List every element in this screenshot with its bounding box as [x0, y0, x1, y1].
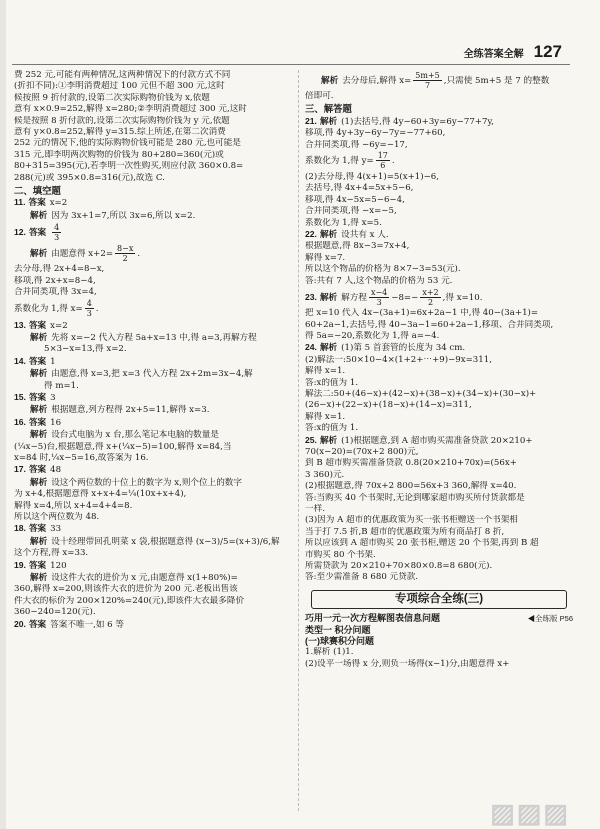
- question-number: 13.: [14, 319, 26, 330]
- text-line: [305, 287, 573, 308]
- line-text: 360,解得 x=200,则该件大衣的进价为 200 元.老板出售该: [14, 584, 238, 595]
- text-line: [14, 243, 294, 264]
- analysis-label: 解析: [30, 209, 48, 220]
- column-divider: [298, 70, 299, 811]
- special-subtitle: 巧用一元一次方程解图表信息问题: [305, 613, 441, 624]
- line-text: 先将 x=−2 代入方程 5a+x=13 中,得 a=3,再解方程: [51, 332, 257, 343]
- page-header: [463, 42, 562, 61]
- line-text: 市购买 80 个书架.: [305, 549, 376, 560]
- fraction: [115, 244, 135, 263]
- line-text: (3)因为 A 超市的优惠政策为买一张书柜赠送一个书架相: [305, 515, 518, 526]
- text-line: [305, 378, 573, 389]
- question-number: 19.: [14, 559, 26, 570]
- text-line: [14, 70, 294, 81]
- analysis-label: 解析: [319, 229, 338, 240]
- text-line: [305, 342, 573, 354]
- text-line: [14, 477, 294, 489]
- fraction-numerator: 8−x: [117, 244, 134, 254]
- text-line: [305, 206, 573, 217]
- line-text: 系数化为 1,得 x=5.: [305, 217, 382, 228]
- line-text: 5×3−x=13,得 x=2.: [44, 344, 127, 355]
- question-number: 15.: [14, 391, 26, 402]
- fraction: [52, 223, 61, 242]
- line-text: 意有 x×0.9=252,解得 x=280;②李明消费超过 300 元,这时: [14, 104, 247, 115]
- line-text: 合并同类项,得 −x=−5,: [305, 206, 397, 217]
- text-line: [14, 501, 294, 512]
- line-text: 系数化为 1,得 x=: [14, 303, 83, 314]
- line-text: 所需贷款为 20×210+70×80×0.8=8 680(元).: [305, 561, 493, 572]
- page-edge: [0, 0, 6, 829]
- part-heading: (一)球赛积分问题: [305, 636, 374, 647]
- text-line: [14, 93, 294, 104]
- text-line: [305, 527, 573, 538]
- line-text: 所以应该到 A 超市购买 20 张书柜,赠送 20 个书架,再到 B 超: [305, 538, 539, 549]
- analysis-label: 解析: [319, 292, 338, 303]
- line-text: (26−x)+(22−x)+(18−x)+(14−x)=311,: [305, 400, 472, 411]
- line-text: 根据题意,得 8x−3=7x+4,: [305, 241, 410, 252]
- line-text: (2)解法一:50×10−4×(1+2+⋯+9)−9x=311,: [305, 354, 492, 365]
- text-line: [14, 368, 294, 380]
- answer-label: 答案: [28, 319, 47, 330]
- text-line: [305, 481, 573, 492]
- line-text: 120: [50, 560, 67, 571]
- text-line: [305, 366, 573, 377]
- line-text: 80+315=395(元),若李明一次性购买,则应付款 360×0.8=: [14, 161, 244, 172]
- text-line: [14, 489, 294, 500]
- text-line: [305, 128, 573, 139]
- section-heading: 二、填空题: [14, 185, 61, 197]
- text-line: [305, 331, 573, 342]
- text-line: [305, 195, 573, 206]
- text-line: [14, 464, 294, 476]
- header-rule: [12, 64, 570, 65]
- question-number: 22.: [305, 229, 317, 240]
- line-text: 移项,得 4x−5x=5−6−4,: [305, 194, 405, 205]
- line-text-after: .: [137, 249, 141, 260]
- line-text: 所以这个物品的价格为 8×7−3=53(元).: [305, 264, 461, 275]
- line-text: 所以这个两位数为 48.: [14, 512, 100, 522]
- line-text: 件大衣的标价为 200×120%=240(元),即该件大衣最多降价: [14, 595, 245, 606]
- fraction-denominator: 7: [424, 81, 431, 90]
- line-text-after: ,得 x=10.: [442, 293, 483, 304]
- line-text: 把 x=10 代入 4x−(3a+1)=6x+2a−1 中,得 40−(3a+1)=: [305, 308, 539, 319]
- text-line: [305, 423, 573, 434]
- question-number: 23.: [305, 292, 317, 303]
- text-line: [305, 515, 573, 526]
- text-line: [14, 536, 294, 548]
- line-text: 得 5a=−20,系数化为 1,得 a=−4.: [305, 330, 440, 341]
- line-text: 得 m=1.: [44, 380, 79, 391]
- text-line: [305, 389, 573, 400]
- analysis-label: 解析: [319, 342, 338, 353]
- text-line: [14, 320, 294, 332]
- text-line: [305, 229, 573, 241]
- line-text: 合并同类项,得 −6y=−17,: [305, 139, 408, 150]
- line-text: 移项,得 4y+3y−6y−7y=−77+60,: [305, 128, 446, 139]
- fraction: [85, 299, 94, 318]
- line-text: 解得 x=7.: [305, 252, 346, 263]
- text-line: [305, 218, 573, 229]
- line-text: 移项,得 2x+x=8−4,: [14, 275, 96, 286]
- text-line: [305, 550, 573, 561]
- line-text: 解得 x=1.: [305, 411, 346, 422]
- line-text: (1)去括号,得 4y−60+3y=6y−77+7y,: [341, 116, 494, 127]
- text-line: [305, 172, 573, 183]
- line-text: 解得 x=4,所以 x+4=4+4=8.: [14, 500, 133, 511]
- fraction: [376, 151, 390, 170]
- text-line: [14, 429, 294, 441]
- line-text: 设这件大衣的进价为 x 元,由题意得 x(1+80%)=: [51, 573, 238, 584]
- line-text: 答:至少需准备 8 680 元贷款.: [305, 572, 419, 583]
- special-subtitle-row: [305, 613, 573, 624]
- fraction-numerator: 4: [54, 223, 60, 233]
- special-section-title: 专项综合全练(三): [311, 590, 567, 609]
- text-line: [14, 572, 294, 584]
- line-text-after: .: [391, 156, 395, 167]
- text-line: [305, 458, 573, 469]
- question-number: 18.: [14, 523, 26, 534]
- answer-label: 答案: [28, 416, 47, 427]
- fraction-numerator: 5m+5: [415, 71, 440, 80]
- line-text: (1)第 5 首套管的长度为 34 cm.: [341, 343, 466, 354]
- line-text: 315 元,即李明两次购物的价钱为 80+280=360(元)或: [14, 149, 224, 160]
- question-number: 20.: [14, 618, 26, 629]
- question-number: 24.: [305, 342, 317, 353]
- type-heading: 类型一 积分问题: [305, 624, 371, 635]
- line-text: 设台式电脑为 x 台,那么笔记本电脑的数量是: [51, 430, 219, 441]
- fraction-denominator: 3: [54, 233, 60, 243]
- answer-label: 答案: [28, 197, 46, 208]
- analysis-label: 解析: [30, 476, 48, 487]
- text-line: [14, 381, 294, 392]
- fraction-numerator: x+2: [422, 288, 439, 298]
- line-text: (2)根据题意,得 70x+2 800=56x+3 360,解得 x=40.: [305, 481, 517, 492]
- line-text: 系数化为 1,得 y=: [305, 156, 374, 167]
- line-text: 288(元)或 395×0.8=316(元),故选 C.: [14, 172, 165, 183]
- text-line: [305, 538, 573, 549]
- line-text: 设这个两位数的十位上的数字为 x,则个位上的数字: [51, 477, 242, 488]
- text-line: [14, 523, 294, 535]
- page-number: 127: [533, 42, 562, 61]
- watermark-logo: ▨▨▨: [490, 797, 570, 828]
- line-text: 解法二:50+(46−x)+(42−x)+(38−x)+(34−x)+(30−x)+: [305, 388, 537, 399]
- text-line: [305, 151, 573, 172]
- fraction-denominator: 6: [380, 161, 386, 171]
- text-line: [305, 308, 573, 319]
- line-text: 合并同类项,得 3x=4,: [14, 287, 97, 298]
- fraction: [413, 71, 441, 90]
- text-line: [14, 512, 294, 523]
- answer-label: 答案: [28, 523, 47, 534]
- text-line: [305, 253, 573, 264]
- text-line: [14, 81, 294, 92]
- fraction-denominator: 2: [427, 298, 434, 308]
- fraction-denominator: 3: [86, 308, 92, 318]
- question-number: 12.: [14, 227, 26, 238]
- analysis-label: 解析: [30, 368, 48, 379]
- line-text: (1)根据题意,到 A 超市购买需准备贷款 20×210+: [341, 435, 533, 446]
- line-text: x=2: [50, 320, 68, 331]
- fraction-denominator: 3: [376, 298, 382, 308]
- analysis-label: 解析: [321, 75, 339, 85]
- line-text: 答:当购买 40 个书架时,无论到哪家超市购买所付货款都是: [305, 492, 525, 503]
- text-line: [305, 572, 573, 583]
- line-text: 根据题意,列方程得 2x+5=11,解得 x=3.: [51, 405, 210, 416]
- text-line: [14, 161, 294, 172]
- line-text: 解方程: [341, 293, 367, 304]
- answer-label: 答案: [28, 391, 47, 402]
- section-heading: 三、解答题: [305, 103, 352, 115]
- question-number: 14.: [14, 355, 26, 366]
- fraction: [420, 288, 440, 307]
- line-text: 由题意得 x+2=: [51, 249, 114, 260]
- text-line: [305, 400, 573, 411]
- line-text: 答:x的值为 1.: [305, 377, 359, 388]
- text-line: [305, 561, 573, 572]
- line-text: (2)去分母,得 4(x+1)=5(x+1)−6,: [305, 172, 439, 183]
- fraction-numerator: 17: [377, 151, 388, 161]
- text-line: [305, 241, 573, 252]
- left-column: [14, 70, 294, 631]
- line-text: 一样.: [305, 504, 325, 514]
- line-text-after: −8=−: [391, 293, 419, 304]
- text-line: [14, 596, 294, 607]
- line-text-after: ,只需使 5m+5 是 7 的整数: [443, 76, 550, 86]
- line-text: 解得 x=1.: [305, 366, 346, 377]
- text-line: [305, 470, 573, 481]
- line-text: 当于打 7.5 折,B 超市的优惠政策为所有商品打 8 折,: [305, 526, 505, 537]
- answer-label: 答案: [28, 227, 47, 238]
- line-text: 倍即可.: [305, 91, 334, 101]
- text-line: [14, 607, 294, 618]
- text-line: [305, 493, 573, 504]
- text-line: [305, 116, 573, 128]
- line-text: 答:x的值为 1.: [305, 423, 359, 434]
- line-text: 去分母,得 2x+4=8−x,: [14, 264, 105, 275]
- line-text: 16: [50, 417, 62, 428]
- text-line: [14, 404, 294, 416]
- text-line: [305, 320, 573, 331]
- text-line: [14, 197, 294, 209]
- text-line: [14, 276, 294, 287]
- line-text: 3: [50, 392, 56, 403]
- right-column: [305, 70, 573, 670]
- line-text: (¼x−5)台,根据题意,得 x+(¼x−5)=100,解得 x=84,当: [14, 441, 232, 452]
- text-line: [14, 150, 294, 161]
- text-line: [305, 412, 573, 423]
- answer-label: 答案: [28, 464, 47, 475]
- line-text: 3 360)元.: [305, 469, 345, 480]
- line-text: 候是按照 8 折付款的,设第二次实际购物价钱为 y 元,依题: [14, 115, 230, 126]
- answer-label: 答案: [28, 618, 47, 629]
- text-line: [305, 355, 573, 366]
- header-title: 全练答案全解: [463, 49, 524, 60]
- text-line: [14, 560, 294, 572]
- text-line: [14, 392, 294, 404]
- answer-label: 答案: [28, 355, 47, 366]
- fraction-denominator: 2: [122, 254, 128, 264]
- line-text-after: .: [95, 303, 99, 314]
- text-line: [14, 619, 294, 631]
- text-line: [305, 70, 573, 91]
- line-text: 答案不唯一,如 6 等: [50, 619, 124, 630]
- analysis-label: 解析: [319, 115, 338, 126]
- analysis-label: 解析: [30, 429, 48, 440]
- text-line: [14, 548, 294, 559]
- text-line: [14, 173, 294, 184]
- text-line: [305, 435, 573, 447]
- line-text: x=2: [49, 198, 68, 209]
- question-number: 11.: [14, 197, 26, 208]
- text-line: [14, 116, 294, 127]
- line-text: 由题意,得 x=3,把 x=3 代入方程 2x+2m=3x−4,解: [51, 369, 253, 380]
- question-number: 16.: [14, 416, 26, 427]
- line-text: (折扣不同):①李明消费超过 100 元但不超 300 元,这时: [14, 81, 225, 92]
- analysis-label: 解析: [30, 572, 48, 583]
- text-line: [14, 453, 294, 464]
- line-text: 设十经理带回孔明菜 x 袋,根据题意得 (x−3)/5=(x+3)/6,解: [51, 536, 280, 547]
- line-text: 去分母后,解得 x=: [342, 76, 412, 86]
- line-text: 因为 3x+1=7,所以 3x=6,所以 x=2.: [51, 210, 196, 221]
- fraction-numerator: 4: [86, 298, 92, 308]
- line-text: 候按照 9 折付款的,设第二次实际购物价钱为 x,依题: [14, 92, 210, 103]
- line-text: 费 252 元,可能有两种情况,这两种情况下的付款方式不同: [14, 70, 231, 80]
- text-line: [305, 276, 573, 287]
- line-text: 360−240=120(元).: [14, 607, 96, 618]
- question-number: 21.: [305, 115, 317, 126]
- text-line: 1.解析 (1)1.: [305, 647, 354, 658]
- question-number: 17.: [14, 464, 26, 475]
- line-text: 到 B 超市购买需准备贷款 0.8(20×210+70x)=(56x+: [305, 458, 517, 469]
- analysis-label: 解析: [30, 331, 48, 342]
- line-text: 33: [50, 524, 62, 535]
- cross-reference-tag: ◀全练版 P56: [527, 614, 573, 624]
- text-line: [305, 504, 573, 515]
- line-text: 252 元的情况下,他的实际购物价钱可能是 280 元,也可能是: [14, 138, 241, 149]
- analysis-label: 解析: [30, 535, 48, 546]
- text-line: (2)设平一场得 x 分,则负一场得(x−1)分,由题意得 x+: [305, 658, 510, 669]
- text-line: [305, 447, 573, 458]
- text-line: [14, 127, 294, 138]
- line-text: 70(x−20)=(70x+2 800)元,: [305, 446, 419, 457]
- text-line: [305, 264, 573, 275]
- line-text: 去括号,得 4x+4=5x+5−6,: [305, 183, 414, 194]
- text-line: [14, 417, 294, 429]
- line-text: 设共有 x 人.: [341, 230, 389, 241]
- text-line: [14, 332, 294, 344]
- line-text: 这个方程,得 x=33.: [14, 548, 89, 559]
- text-line: [14, 138, 294, 149]
- text-line: [305, 183, 573, 194]
- text-line: [14, 222, 294, 243]
- text-line: [14, 442, 294, 453]
- text-line: [14, 356, 294, 368]
- text-line: [14, 344, 294, 355]
- text-line: [14, 299, 294, 320]
- line-text: 意有 y×0.8=252,解得 y=315.综上所述,在第二次消费: [14, 127, 226, 138]
- fraction-numerator: x−4: [370, 288, 388, 298]
- analysis-label: 解析: [30, 404, 48, 415]
- text-line: [305, 140, 573, 151]
- line-text: 答:共有 7 人,这个物品的价格为 53 元.: [305, 275, 453, 286]
- question-number: 25.: [305, 434, 317, 445]
- text-line: [14, 584, 294, 595]
- analysis-label: 解析: [30, 248, 48, 259]
- text-line: [14, 287, 294, 298]
- line-text: 1: [50, 356, 56, 367]
- line-text: 48: [50, 465, 62, 476]
- answer-label: 答案: [28, 559, 47, 570]
- text-line: [14, 210, 294, 222]
- line-text: 60+2a−1,去括号,得 40−3a−1=60+2a−1,移项、合并同类项,: [305, 319, 554, 330]
- analysis-label: 解析: [319, 434, 338, 445]
- line-text: x=84 时,¼x−5=16,故答案为 16.: [14, 452, 149, 463]
- text-line: [305, 91, 573, 102]
- text-line: [14, 104, 294, 115]
- fraction: [369, 288, 389, 307]
- line-text: 为 x+4,根据题意得 x+x+4=¼(10x+x+4),: [14, 489, 187, 500]
- text-line: [14, 264, 294, 275]
